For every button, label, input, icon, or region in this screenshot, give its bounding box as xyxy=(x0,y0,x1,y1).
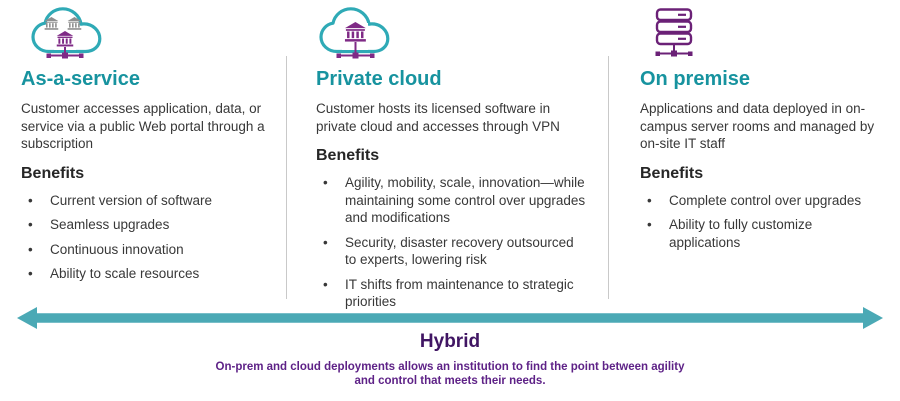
column-divider xyxy=(608,56,609,299)
column-divider xyxy=(286,56,287,299)
hybrid-description: On-prem and cloud deployments allows an institution to find the point between agility and control that meets their needs. xyxy=(215,361,685,387)
column-as-a-service xyxy=(21,6,267,290)
benefit-item: • Seamless upgrades xyxy=(21,216,267,234)
column-private-cloud xyxy=(316,6,586,318)
hybrid-title: Hybrid xyxy=(419,331,481,352)
benefit-item: • Current version of software xyxy=(21,192,267,210)
benefits-list xyxy=(316,174,586,311)
column-description: Customer hosts its licensed software in private cloud and accesses through VPN xyxy=(316,101,560,134)
benefit-item: • IT shifts from maintenance to strategic priorities xyxy=(316,276,586,311)
benefit-item: • Security, disaster recovery outsourced to experts, lowering risk xyxy=(316,234,586,269)
server-stack-network-icon xyxy=(645,6,880,62)
benefit-item: • Ability to fully customize applications xyxy=(640,216,880,251)
column-title: As-a-service xyxy=(21,68,140,90)
benefit-item: • Complete control over upgrades xyxy=(640,192,880,210)
benefits-heading: Benefits xyxy=(640,164,704,182)
benefit-item: • Agility, mobility, scale, innovation—while maintaining some control over upgrades and modifications xyxy=(316,174,586,227)
column-description: Applications and data deployed in on-campus server rooms and managed by on-site IT staff xyxy=(640,101,875,151)
benefits-heading: Benefits xyxy=(21,164,85,182)
column-title: Private cloud xyxy=(316,68,442,90)
cloud-institution-network-icon xyxy=(317,6,586,62)
cloud-institutions-network-icon xyxy=(29,6,267,62)
hybrid-double-arrow-icon xyxy=(16,306,884,330)
benefits-list xyxy=(640,192,880,252)
benefits-heading: Benefits xyxy=(316,147,380,164)
column-on-premise xyxy=(640,6,880,258)
benefit-item: • Ability to scale resources xyxy=(21,265,267,283)
benefit-item: • Continuous innovation xyxy=(21,241,267,259)
column-description: Customer accesses application, data, or service via a public Web portal through a subscription xyxy=(21,101,265,151)
benefits-list xyxy=(21,192,267,283)
column-title: On premise xyxy=(640,68,751,90)
